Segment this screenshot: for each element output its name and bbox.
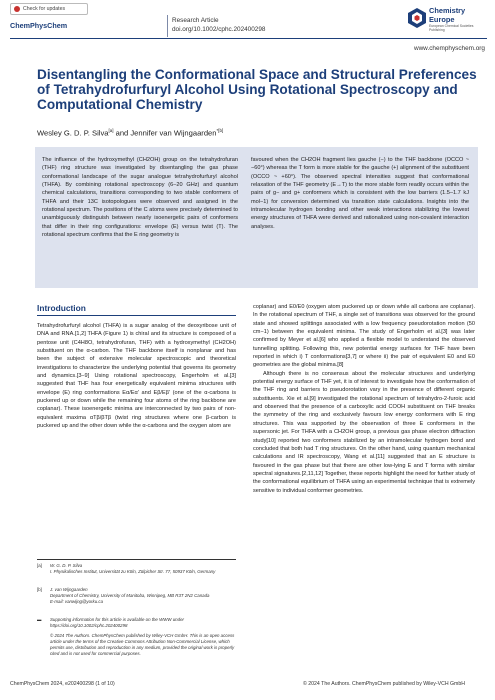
- footnote-a-tag: [a]: [37, 563, 42, 568]
- updates-icon: [14, 6, 20, 12]
- journal-name: ChemPhysChem: [10, 21, 68, 30]
- chemistry-europe-logo: [407, 5, 489, 35]
- body-left-column: [37, 322, 236, 430]
- introduction-rule: [37, 315, 236, 316]
- footer-citation: ChemPhysChem 2024, e202400298 (1 of 10): [10, 681, 115, 687]
- footnote-b-name: J. van Wijngaarden: [50, 587, 88, 592]
- intro-paragraph-2: Although there is no consensus about the molecular structures and underlying potential energy surface of THF yet, it is of interest to investigate how the conformation of the THF ring and barriers to pseudorotation vary in the presence of different organic substituents. Xie et al.[9] investigated the rotational spectrum of tetrahydro-2-furoic acid and observed that the presence of a carboxylic acid COOH substituent on THF breaks the symmetry of the ring and exclusively favours low energy conformers with E ring structures. This was supported by the observation of three E conformers in the supersonic jet. For THFA with a CH2OH group, a previous gas phase electron diffraction study[10] reported two conformers stabilized by an intramolecular hydrogen bond and concluded that both had T ring structures. On the other hand, using quantum mechanical calculations and IR spectroscopy, Wang et al.[11] suggested that an E structure is favoured in the gas phase but that there are other low-lying E and T forms with similar spectral signatures.[2,11,12] Together, these reports highlight the need for further study of the conformational equilibrium of THFA using an experimental technique that is extremely sensitive to individual conformer geometries.: [253, 370, 475, 494]
- author-1-affiliation: [a]: [108, 128, 114, 133]
- footnote-b-affiliation: Department of Chemistry, University of Manitoba, Winnipeg, MB R3T 2N2 Canada: [50, 592, 210, 598]
- logo-tagline: European Chemical Societies Publishing: [429, 24, 474, 32]
- introduction-heading: Introduction: [37, 303, 86, 313]
- footnote-supporting-info: [37, 617, 236, 629]
- article-type: Research Article: [172, 17, 219, 24]
- updates-label: Check for updates: [23, 6, 66, 12]
- supporting-info-text[interactable]: Supporting information for this article is available on the WWW under https://doi.org/10.1002/cphc.202400298: [50, 617, 184, 628]
- footnote-b-tag: [b]: [37, 587, 42, 592]
- abstract-left-column: The influence of the hydroxymethyl (CH2OH) group on the tetrahydrofuran (THF) ring structure was investigated by disentangling the gas phase conformational landscape of the sugar analogue tetrahydrofurfuryl alcohol (THFA). By combining rotational spectroscopy (6–20 GHz) and quantum chemical calculations, transitions corresponding to two stable conformers of THFA and their 13C isotopologues were observed and assigned in the rotational spectrum. The positions of the C atoms were precisely determined to unambiguously distinguish between nearly isoenergetic pairs of conformers that differ in their ring configurations: envelope (E) versus twist (T). The rotational spectrum confirms that the E ring geometry is: [42, 157, 238, 239]
- footnote-copyright: [37, 633, 236, 657]
- footer-copyright: © 2024 The Authors. ChemPhysChem published by Wiley-VCH GmbH: [303, 681, 466, 687]
- intro-paragraph-1: Tetrahydrofurfuryl alcohol (THFA) is a sugar analog of the deoxyribose unit of DNA and RNA.[1,2] THFA (Figure 1) is chiral and its structure is composed of a pentose unit (C4H8O, tetrahydrofuran, THF) with a hydroxymethyl (CH2OH) substituent on the α-carbon. The THF backbone itself is nonplanar and has been the subject of extensive molecular spectroscopic and theoretical investigations to characterize the underlying potential that governs its geometry and dynamics.[3–9] Using rotational spectroscopy, Engerholm et al.[3] suggested that THF has four energetically equivalent minima structures with envelope (E) ring conformations Eα/Eα' and Eβ/Eβ' (one of the α-carbons is puckered up or down while the remaining four atoms of the ring backbone are coplanar). These isoenergetic minima are interconnected by two pairs of non-equivalent maxima αTβ/βTβ (twist ring structures where one β-carbon is puckered up and the other down while the α-carbons and the oxygen atom are: [37, 323, 236, 430]
- supporting-info-icon: ▬: [37, 617, 42, 622]
- author-separator: and: [113, 128, 131, 138]
- footnote-a-affiliation: I. Physikalisches Institut, Universität zu Köln, Zülpicher Str. 77, 50937 Köln, Germany: [50, 568, 216, 574]
- logo-line-1: Chemistry: [429, 6, 466, 15]
- article-title: Disentangling the Conformational Space and Structural Preferences of Tetrahydrofurfuryl Alcohol Using Rotational Spectroscopy and Computational Chemistry: [37, 67, 477, 113]
- check-for-updates-badge[interactable]: [10, 3, 88, 15]
- footnote-b-email[interactable]: E-mail: vanwijng@yorku.ca: [50, 598, 104, 604]
- footnote-a-name: W. G. D. P. Silva: [50, 563, 83, 568]
- author-2: Jennifer van Wijngaarden: [130, 128, 217, 138]
- author-2-affiliation: *[b]: [216, 128, 224, 133]
- body-right-column: [253, 303, 475, 495]
- copyright-text: © 2024 The Authors. ChemPhysChem published by Wiley-VCH GmbH. This is an open access article under the terms of the Creative Commons Attribution Non-Commercial License, which permits use, distribution and reproduction in any medium, provided the original work is properly cited and is not used for commercial purposes.: [50, 633, 235, 656]
- author-1: Wesley G. D. P. Silva: [37, 128, 109, 138]
- footnote-a: [37, 563, 236, 575]
- footnote-rule: [37, 559, 236, 560]
- author-line: [37, 128, 223, 138]
- intro-paragraph-1-continued: coplanar) and E0/E0 (oxygen atom puckered up or down while all carbons are coplanar). In the rotational spectrum of THF, a single set of transitions was observed for the ground state and showed splittings associated with a low frequency pseudorotation motion (50 cm−1) between the equivalent minima. The study of Engerholm et al.[3] was later confirmed by Meyer et al.[6] who applied a flexible model to understand the observed tunnelling splitting. Following this, new potential energy surfaces for THF have been reported in which i) T conformations[3,7] or where ii) the pair of equivalent E0 and E0 geometries are the global minima.[8]: [253, 304, 475, 369]
- article-doi-link[interactable]: doi.org/10.1002/cphc.202400298: [172, 26, 266, 33]
- header-divider: [167, 15, 168, 37]
- footnote-b: [37, 587, 236, 605]
- logo-line-2: Europe: [429, 15, 455, 24]
- hexagon-logo-icon: [407, 7, 427, 29]
- abstract-right-column: favoured when the CH2OH fragment lies gauche (−) to the THF backbone (OCCO ~ −60°) whereas the T form is more stable for the gauche (+) alignment of the substituent (OCCO ~ +60°). The observed spectral intensities suggest that conformational relaxation of the THF geometry (E→T) to the more stable form readily occurs within the pairs of g− and g+ conformers which is consistent with the low barriers (1.5–1.7 kJ mol−1) for conversion determined via transition state calculations. Insights into the intramolecular hydrogen bonding and other weak interactions stabilizing the lowest energy structures of THFA were derived and rationalized using non-covalent interaction analyses.: [251, 157, 469, 230]
- header-rule: [10, 38, 487, 39]
- journal-website-link[interactable]: www.chemphyschem.org: [413, 45, 485, 52]
